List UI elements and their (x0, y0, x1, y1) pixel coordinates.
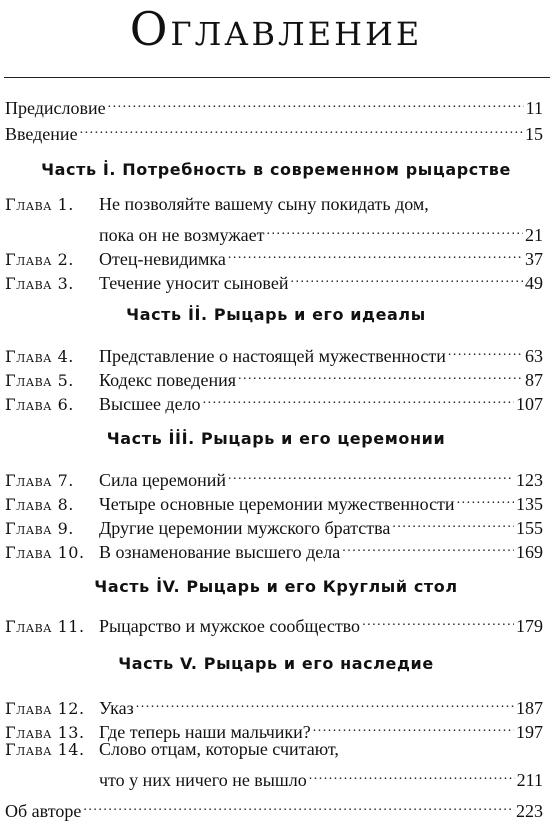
entry-title: Указ (99, 698, 134, 718)
page-number: 107 (516, 394, 543, 414)
leader-dots (136, 689, 514, 714)
page-number: 15 (525, 124, 543, 144)
leader-dots (448, 337, 523, 362)
page-number: 187 (516, 698, 543, 718)
toc-entry-ch13[interactable] (5, 713, 543, 742)
leader-dots (290, 264, 523, 289)
leader-dots (83, 792, 514, 817)
chapter-label: Глава 5. (5, 371, 74, 390)
chapter-label: Глава 11. (5, 617, 85, 636)
leader-dots (342, 533, 514, 558)
leader-dots (80, 115, 523, 140)
entry-title: Другие церемонии мужского братства (99, 518, 391, 538)
toc-entry-ch3[interactable] (5, 264, 543, 293)
leader-dots (228, 461, 514, 486)
entry-title: Четыре основные церемонии мужественности (99, 494, 455, 514)
toc-entry-ch9[interactable] (5, 509, 543, 538)
chapter-label: Глава 3. (5, 274, 74, 293)
toc-entry-ch7[interactable] (5, 461, 543, 490)
entry-title: Предисловие (5, 98, 106, 118)
leader-dots (228, 240, 523, 265)
leader-dots (309, 761, 515, 786)
chapter-label: Глава 4. (5, 347, 74, 366)
toc-entry-ch1[interactable] (5, 192, 543, 217)
chapter-label: Глава 14. (5, 740, 85, 759)
entry-title: Не позволяйте вашему сыну покидать дом, (99, 194, 429, 214)
chapter-label: Глава 9. (5, 519, 74, 538)
toc-entry-ch11[interactable] (5, 607, 543, 636)
page-number: 169 (516, 542, 543, 562)
page-number: 211 (516, 770, 543, 790)
leader-dots (313, 713, 514, 738)
page-number: 223 (516, 801, 543, 821)
entry-title: Где теперь наши мальчики? (99, 722, 311, 742)
toc-entry-ch1-cont[interactable] (5, 216, 543, 245)
page-number: 155 (516, 518, 543, 538)
toc-entry-ch2[interactable] (5, 240, 543, 269)
entry-title: Высшее дело (99, 394, 201, 414)
toc-entry-preface[interactable] (5, 89, 543, 118)
leader-dots (238, 361, 523, 386)
chapter-label: Глава 8. (5, 495, 74, 514)
page-number: 37 (525, 249, 543, 269)
leader-dots (203, 385, 514, 410)
entry-title: Представление о настоящей мужественности (99, 346, 446, 366)
page-number: 87 (525, 370, 543, 390)
part-heading-5: Часть V. Рыцарь и его наследие (118, 654, 434, 673)
entry-title: Слово отцам, которые считают, (99, 739, 339, 759)
entry-title: Об авторе (5, 801, 82, 821)
entry-title-cont: пока он не возмужает (99, 225, 265, 245)
toc-entry-ch12[interactable] (5, 689, 543, 718)
toc-entry-ch4[interactable] (5, 337, 543, 366)
toc-entry-ch8[interactable] (5, 485, 543, 514)
page-number: 63 (525, 346, 543, 366)
leader-dots (362, 607, 514, 632)
toc-entry-ch5[interactable] (5, 361, 543, 390)
chapter-label: Глава 10. (5, 543, 85, 562)
page-number: 123 (516, 470, 543, 490)
part-heading-1: Часть İ. Потребность в современном рыцарстве (41, 160, 511, 179)
toc-entry-author[interactable] (5, 792, 543, 821)
entry-title: Рыцарство и мужское сообщество (99, 616, 361, 636)
leader-dots (267, 216, 523, 241)
chapter-label: Глава 1. (5, 195, 74, 214)
entry-title: Введение (5, 124, 78, 144)
page-number: 49 (525, 273, 543, 293)
leader-dots (457, 485, 514, 510)
leader-dots (108, 89, 524, 114)
part-heading-2: Часть İİ. Рыцарь и его идеалы (126, 305, 426, 324)
chapter-label: Глава 7. (5, 471, 74, 490)
page-title: Оглавление (129, 2, 423, 56)
page-number: 11 (525, 98, 543, 118)
entry-title: В ознаменование высшего дела (99, 542, 341, 562)
chapter-label: Глава 6. (5, 395, 74, 414)
page-number: 135 (516, 494, 543, 514)
entry-title: Кодекс поведения (99, 370, 236, 390)
entry-title: Отец-невидимка (99, 249, 226, 269)
part-heading-3: Часть İİİ. Рыцарь и его церемонии (106, 429, 446, 448)
toc-entry-ch14-cont[interactable] (5, 761, 543, 790)
chapter-label: Глава 12. (5, 699, 85, 718)
toc-entry-ch6[interactable] (5, 385, 543, 414)
entry-title: Сила церемоний (99, 470, 227, 490)
entry-title-cont: что у них ничего не вышло (99, 770, 307, 790)
page-number: 197 (516, 722, 543, 742)
toc-entry-intro[interactable] (5, 115, 543, 144)
chapter-label: Глава 2. (5, 250, 74, 269)
page-number: 179 (516, 616, 543, 636)
entry-title: Течение уносит сыновей (99, 273, 289, 293)
leader-dots (392, 509, 514, 534)
title-divider (4, 77, 550, 78)
toc-entry-ch10[interactable] (5, 533, 543, 562)
chapter-label: Глава 13. (5, 723, 85, 742)
toc-entry-ch14[interactable] (5, 737, 543, 762)
part-heading-4: Часть İV. Рыцарь и его Круглый стол (94, 577, 458, 596)
page-number: 21 (525, 225, 543, 245)
